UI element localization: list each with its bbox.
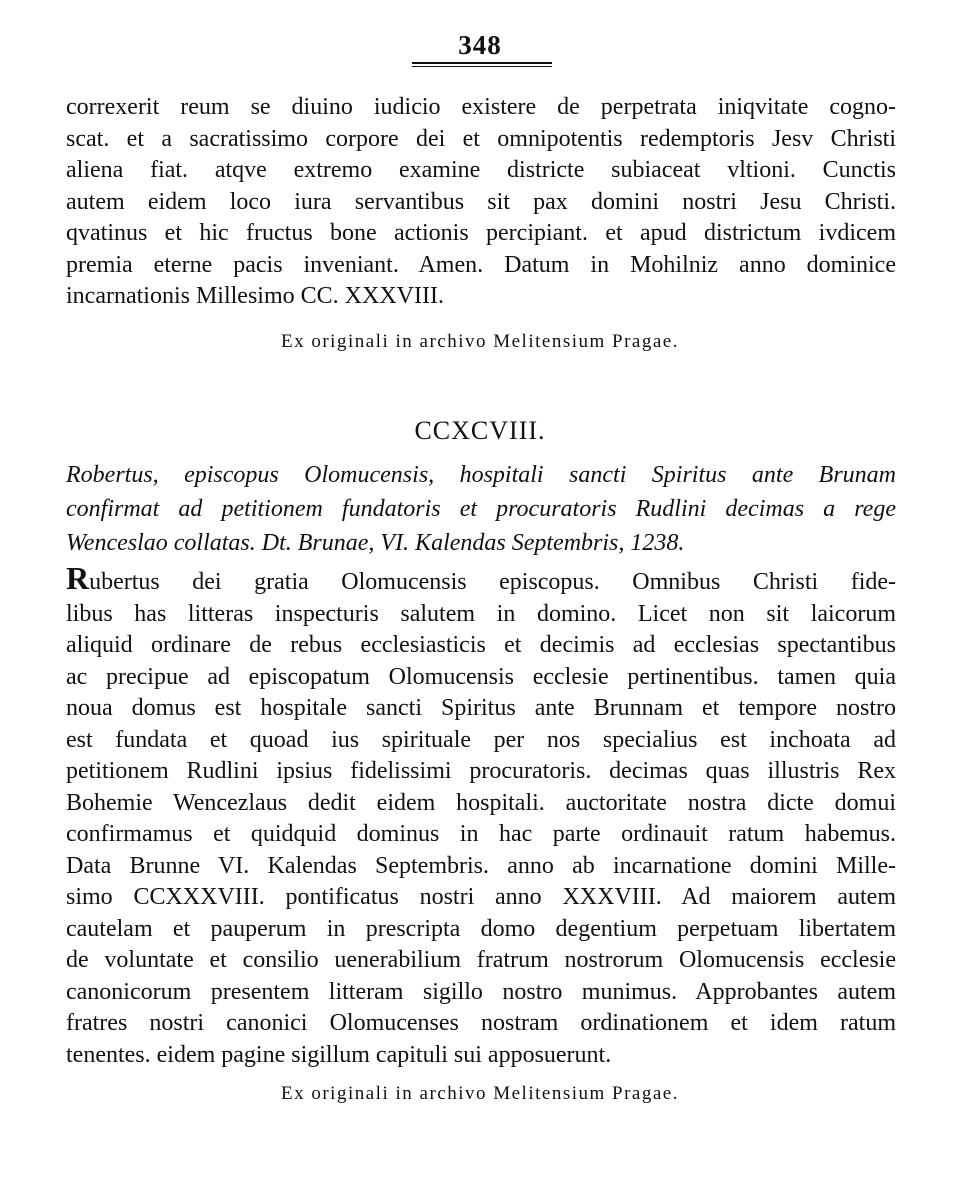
text-line: correxerit reum se diuino iudicio existere de perpetrata iniqvitate cogno-	[66, 94, 896, 120]
text-line: est fundata et quoad ius spirituale per nos specialius est inchoata ad	[66, 726, 896, 753]
initial-letter: R	[66, 560, 90, 596]
source-note: Ex originali in archivo Melitensium Pragae.	[281, 1083, 679, 1104]
text-line: tenentes. eidem pagine sigillum capituli sui apposuerunt.	[66, 1041, 612, 1068]
heading-line: confirmat ad petitionem fundatoris et procuratoris Rudlini decimas a rege	[66, 496, 896, 522]
text-line: canonicorum presentem litteram sigillo nostro munimus. Approbantes autem	[66, 978, 896, 1005]
source-note: Ex originali in archivo Melitensium Pragae.	[281, 331, 679, 352]
page-number: 348	[458, 30, 502, 60]
text-line: cautelam et pauperum in prescripta domo degentium perpetuam libertatem	[66, 915, 896, 942]
text-line: aliena fiat. atqve extremo examine districte subiaceat vltioni. Cunctis	[66, 157, 896, 183]
text-line: Data Brunne VI. Kalendas Septembris. anno ab incarnatione domini Mille-	[66, 852, 896, 879]
document-number: CCXCVIII.	[414, 416, 546, 445]
text-line: petitionem Rudlini ipsius fidelissimi procuratoris. decimas quas illustris Rex	[66, 758, 896, 784]
text-line: scat. et a sacratissimo corpore dei et omnipotentis redemptoris Jesv Christi	[66, 125, 896, 152]
text-line: aliquid ordinare de rebus ecclesiasticis et decimis ad ecclesias spectantibus	[66, 632, 896, 658]
charter-text	[66, 560, 896, 1071]
text-line: simo CCXXXVIII. pontificatus nostri anno XXXVIII. Ad maiorem autem	[66, 884, 896, 910]
text-line: autem eidem loco iura servantibus sit pax domini nostri Jesu Christi.	[66, 188, 896, 215]
text-line: Bohemie Wencezlaus dedit eidem hospitali. auctoritate nostra dicte domui	[66, 789, 896, 816]
text-line-first	[66, 560, 896, 599]
text-line: qvatinus et hic fructus bone actionis percipiant. et apud districtum ivdicem	[66, 220, 896, 246]
text-line: premia eterne pacis inveniant. Amen. Datum in Mohilniz anno dominice	[66, 251, 896, 278]
continuation-text	[66, 92, 896, 313]
text-line: de voluntate et consilio uenerabilium fratrum nostrorum Olomucensis ecclesie	[66, 947, 896, 973]
page-number-rule	[412, 62, 552, 67]
document-heading	[66, 458, 896, 560]
text-line: ac precipue ad episcopatum Olomucensis ecclesie pertinentibus. tamen quia	[66, 663, 896, 690]
text-line: confirmamus et quidquid dominus in hac parte ordinauit ratum habemus.	[66, 821, 896, 847]
text-line: fratres nostri canonici Olomucenses nostram ordinationem et idem ratum	[66, 1010, 896, 1036]
text-line: incarnationis Millesimo CC. XXXVIII.	[66, 283, 444, 309]
first-line-text: ubertus dei gratia Olomucensis episcopus. Omnibus Christi fide-	[89, 569, 896, 595]
heading-line: Robertus, episcopus Olomucensis, hospitali sancti Spiritus ante Brunam	[66, 462, 896, 488]
heading-line: Wenceslao collatas. Dt. Brunae, VI. Kalendas Septembris, 1238.	[66, 530, 685, 556]
text-line: noua domus est hospitale sancti Spiritus ante Brunnam et tempore nostro	[66, 695, 896, 721]
text-line: libus has litteras inspecturis salutem in domino. Licet non sit laicorum	[66, 600, 896, 627]
